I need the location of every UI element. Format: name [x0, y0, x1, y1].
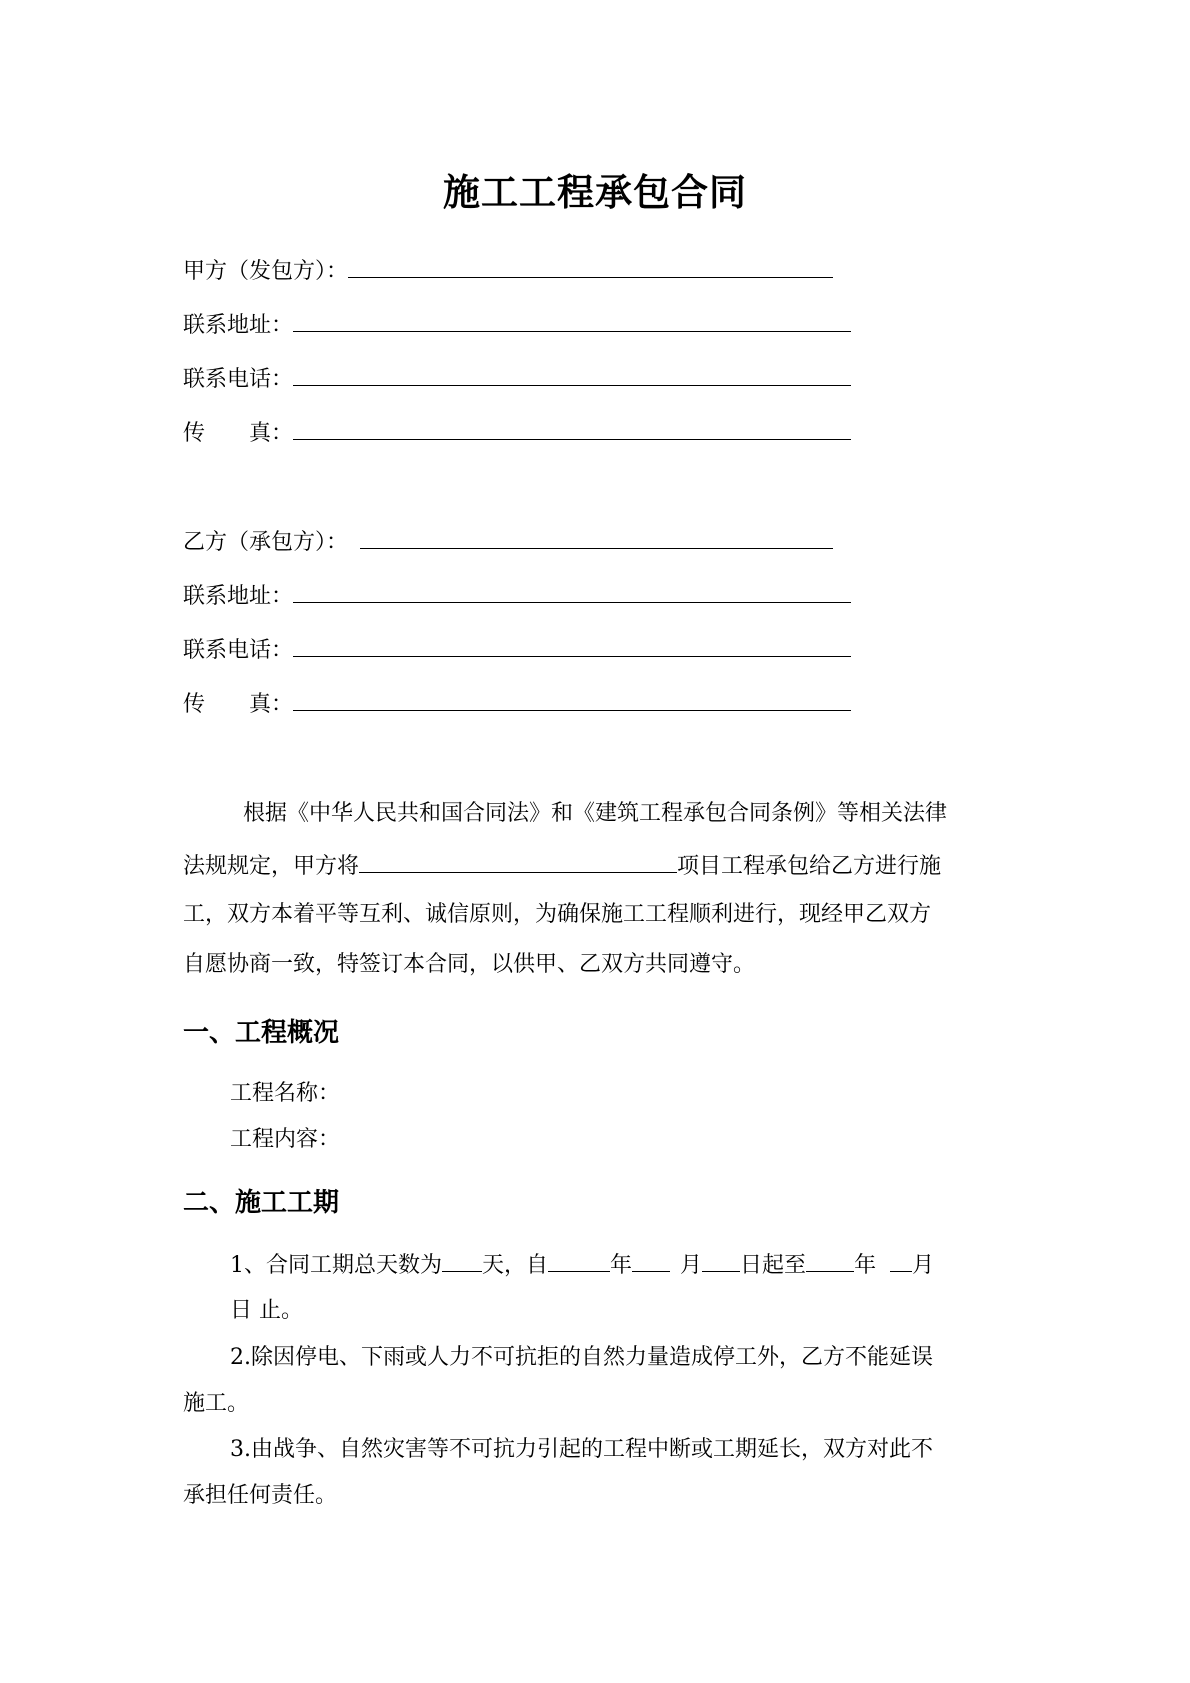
party-b-address-row	[183, 577, 851, 610]
end-year-blank[interactable]	[806, 1246, 854, 1272]
term-item-1-end: 日 止。	[230, 1298, 303, 1323]
party-b-label: 乙方（承包方）：	[183, 530, 349, 555]
project-content-label: 工程内容：	[230, 1127, 341, 1152]
start-month-blank[interactable]	[632, 1246, 670, 1272]
party-b-fax-label: 传 真：	[183, 692, 294, 717]
party-a-address-blank[interactable]	[293, 306, 851, 332]
total-days-blank[interactable]	[442, 1246, 482, 1272]
party-b-phone-label: 联系电话：	[183, 638, 294, 663]
start-day-blank[interactable]	[702, 1246, 740, 1272]
party-a-fax-label: 传 真：	[183, 421, 294, 446]
party-a-phone-label: 联系电话：	[183, 367, 294, 392]
preamble-line-3: 工，双方本着平等互利、诚信原则，为确保施工工程顺利进行，现经甲乙双方	[183, 902, 932, 927]
party-a-blank[interactable]	[348, 252, 833, 278]
term-item-1	[230, 1246, 934, 1279]
term-from-label: 天，自	[482, 1253, 549, 1278]
project-name-label: 工程名称：	[230, 1081, 341, 1106]
preamble-line-1: 根据《中华人民共和国合同法》和《建筑工程承包合同条例》等相关法律	[243, 801, 948, 826]
term-until-label: 日起至	[740, 1253, 807, 1278]
party-b-fax-row	[183, 685, 851, 718]
party-a-fax-row	[183, 414, 851, 447]
document-title: 施工工程承包合同	[443, 170, 747, 214]
party-a-fax-blank[interactable]	[293, 414, 851, 440]
party-b-row	[183, 523, 833, 556]
party-b-fax-blank[interactable]	[293, 685, 851, 711]
party-b-phone-blank[interactable]	[293, 631, 851, 657]
term-total-days-label: 1、合同工期总天数为	[230, 1253, 442, 1278]
party-a-address-row	[183, 306, 851, 339]
party-b-address-blank[interactable]	[293, 577, 851, 603]
party-b-blank[interactable]	[360, 523, 833, 549]
term-item-2-line-1: 2.除因停电、下雨或人力不可抗拒的自然力量造成停工外，乙方不能延误	[230, 1345, 933, 1370]
start-year-blank[interactable]	[548, 1246, 610, 1272]
end-month-label: 月	[912, 1253, 935, 1278]
party-b-phone-row	[183, 631, 851, 664]
party-a-phone-row	[183, 360, 851, 393]
project-name-blank[interactable]	[359, 847, 677, 873]
end-month-blank[interactable]	[890, 1246, 912, 1272]
party-a-address-label: 联系地址：	[183, 313, 294, 338]
start-year-label: 年	[610, 1253, 633, 1278]
term-item-3-line-2: 承担任何责任。	[183, 1483, 338, 1508]
section-2-heading: 二、施工工期	[183, 1188, 340, 1218]
term-item-3-line-1: 3.由战争、自然灾害等不可抗力引起的工程中断或工期延长，双方对此不	[230, 1437, 933, 1462]
party-a-label: 甲方（发包方）：	[183, 259, 349, 284]
preamble-line-2-post: 项目工程承包给乙方进行施	[677, 854, 942, 879]
start-month-label: 月	[680, 1253, 703, 1278]
preamble-line-4: 自愿协商一致，特签订本合同，以供甲、乙双方共同遵守。	[183, 952, 756, 977]
section-1-heading: 一、工程概况	[183, 1018, 340, 1048]
end-year-label: 年	[854, 1253, 877, 1278]
party-b-address-label: 联系地址：	[183, 584, 294, 609]
party-a-phone-blank[interactable]	[293, 360, 851, 386]
party-a-row	[183, 252, 833, 285]
term-item-2-line-2: 施工。	[183, 1391, 250, 1416]
preamble-line-2-pre: 法规规定，甲方将	[183, 854, 360, 879]
preamble-line-2	[183, 847, 941, 880]
